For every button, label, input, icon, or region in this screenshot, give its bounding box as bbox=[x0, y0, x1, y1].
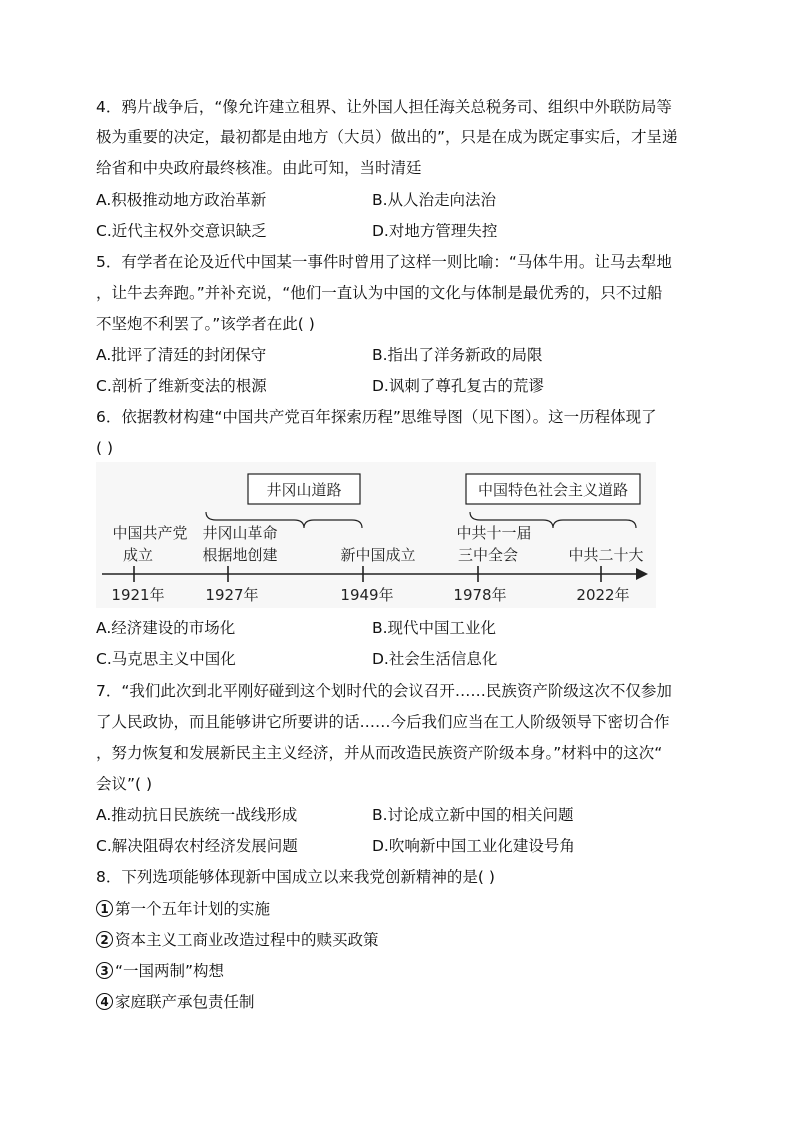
event-prc-founding: 新中国成立 bbox=[340, 546, 416, 564]
event-20th-congress: 中共二十大 bbox=[568, 546, 644, 564]
year-1921: 1921年 bbox=[111, 586, 165, 604]
event-cpc-founding-line-1: 中国共产党 bbox=[112, 524, 188, 542]
q7-option-d[interactable]: D.吹响新中国工业化建设号角 bbox=[372, 837, 575, 855]
q5-option-c[interactable]: C.剖析了维新变法的根源 bbox=[96, 377, 267, 395]
socialism-road-label: 中国特色社会主义道路 bbox=[477, 481, 629, 499]
q6-option-d[interactable]: D.社会生活信息化 bbox=[372, 650, 498, 668]
q7-stem-line-2: 了人民政协，而且能够讲它所要讲的话……今后我们应当在工人阶级领导下密切合作 bbox=[96, 713, 670, 731]
q4-stem-line-2: 极为重要的决定，最初都是由地方（大员）做出的”，只是在成为既定事实后，才呈递 bbox=[96, 128, 678, 146]
q8-item-3-number: 3 bbox=[96, 962, 113, 979]
q8-item-4-text: 家庭联产承包责任制 bbox=[115, 993, 255, 1011]
q6-option-b[interactable]: B.现代中国工业化 bbox=[372, 619, 497, 637]
year-1978: 1978年 bbox=[453, 586, 507, 604]
q5-stem-line-3: 不坚炮不利罢了。”该学者在此( ) bbox=[96, 315, 315, 333]
q8-item-1[interactable] bbox=[96, 898, 270, 920]
q8-item-1-text: 第一个五年计划的实施 bbox=[115, 900, 271, 918]
year-2022: 2022年 bbox=[576, 586, 630, 604]
q4-option-b[interactable]: B.从人治走向法治 bbox=[372, 191, 497, 209]
q5-stem-line-1: 5．有学者在论及近代中国某一事件时曾用了这样一则比喻：“马体牛用。让马去犁地 bbox=[96, 253, 672, 271]
year-1927: 1927年 bbox=[205, 586, 259, 604]
q6-option-c[interactable]: C.马克思主义中国化 bbox=[96, 650, 236, 668]
q8-item-3-text: “一国两制”构想 bbox=[115, 962, 225, 980]
event-cpc-founding-line-2: 成立 bbox=[122, 546, 154, 564]
q5-option-a[interactable]: A.批评了清廷的封闭保守 bbox=[96, 346, 267, 364]
q7-stem-line-1: 7．“我们此次到北平刚好碰到这个划时代的会议召开……民族资产阶级这次不仅参加 bbox=[96, 682, 672, 700]
party-history-timeline-diagram bbox=[96, 462, 656, 608]
q8-item-3[interactable] bbox=[96, 960, 224, 982]
jinggangshan-road-label: 井冈山道路 bbox=[266, 481, 342, 499]
year-1949: 1949年 bbox=[340, 586, 394, 604]
q6-stem-line-1: 6．依据教材构建“中国共产党百年探索历程”思维导图（见下图）。这一历程体现了 bbox=[96, 408, 657, 426]
q8-item-1-number: 1 bbox=[96, 900, 113, 917]
q7-stem-line-4: 会议”( ) bbox=[96, 775, 153, 793]
q4-option-c[interactable]: C.近代主权外交意识缺乏 bbox=[96, 222, 267, 240]
q4-stem-line-3: 给省和中央政府最终核准。由此可知，当时清廷 bbox=[96, 159, 422, 177]
q4-stem-line-1: 4．鸦片战争后，“像允许建立租界、让外国人担任海关总税务司、组织中外联防局等 bbox=[96, 98, 672, 116]
q7-option-c[interactable]: C.解决阻碍农村经济发展问题 bbox=[96, 837, 298, 855]
q8-item-4-number: 4 bbox=[96, 993, 113, 1010]
q8-item-2-number: 2 bbox=[96, 931, 113, 948]
q6-stem-line-2: ( ) bbox=[96, 439, 114, 457]
q4-option-a[interactable]: A.积极推动地方政治革新 bbox=[96, 191, 267, 209]
q4-option-d[interactable]: D.对地方管理失控 bbox=[372, 222, 498, 240]
q6-option-a[interactable]: A.经济建设的市场化 bbox=[96, 619, 236, 637]
q7-stem-line-3: ，努力恢复和发展新民主主义经济，并从而改造民族资产阶级本身。”材料中的这次“ bbox=[96, 744, 663, 762]
event-jinggangshan-line-2: 根据地创建 bbox=[202, 546, 278, 564]
q7-option-b[interactable]: B.讨论成立新中国的相关问题 bbox=[372, 806, 574, 824]
event-third-plenum-line-1: 中共十一届 bbox=[456, 524, 532, 542]
event-jinggangshan-line-1: 井冈山革命 bbox=[202, 524, 278, 542]
event-third-plenum-line-2: 三中全会 bbox=[457, 546, 519, 564]
q5-option-b[interactable]: B.指出了洋务新政的局限 bbox=[372, 346, 543, 364]
q5-option-d[interactable]: D.讽刺了尊孔复古的荒谬 bbox=[372, 377, 544, 395]
q8-stem-line-1: 8．下列选项能够体现新中国成立以来我党创新精神的是( ) bbox=[96, 868, 495, 886]
q8-item-4[interactable] bbox=[96, 991, 255, 1013]
q5-stem-line-2: ，让牛去奔跑。”并补充说，“他们一直认为中国的文化与体制是最优秀的，只不过船 bbox=[96, 284, 663, 302]
q7-option-a[interactable]: A.推动抗日民族统一战线形成 bbox=[96, 806, 298, 824]
q8-item-2-text: 资本主义工商业改造过程中的赎买政策 bbox=[115, 931, 379, 949]
q8-item-2[interactable] bbox=[96, 929, 379, 951]
